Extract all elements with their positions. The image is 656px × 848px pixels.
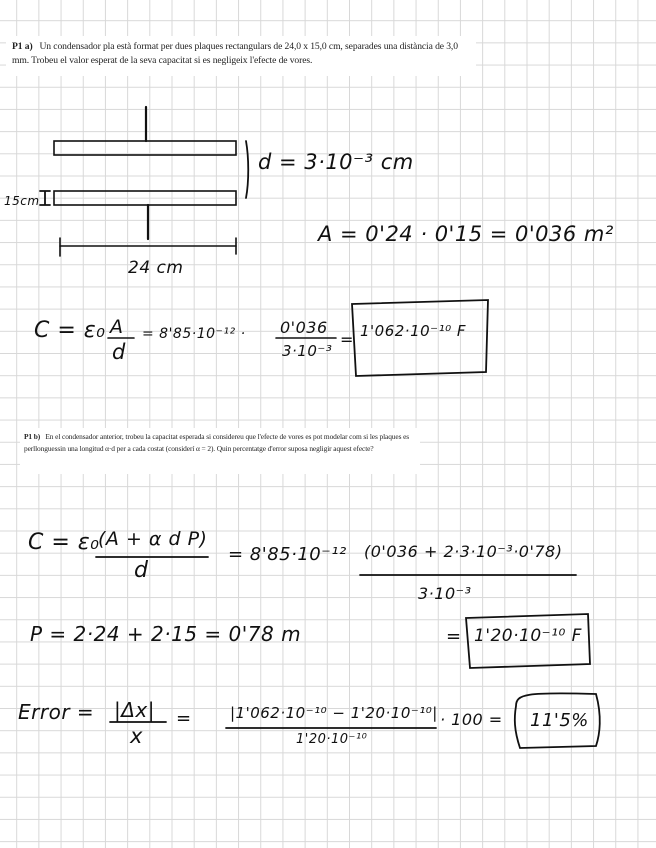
fraction-b-denominator: d — [134, 558, 149, 583]
capacitance-lhs-a: C = ε₀ — [34, 318, 106, 343]
perimeter-formula: P = 2·24 + 2·15 = 0'78 m — [30, 622, 302, 646]
error-fraction-denominator: x — [130, 724, 143, 748]
problem-1b-statement: En el condensador anterior, trobeu la capacitat esperada si considereu que l'efecte de vores es pot modelar com si les plaques es perllonguessin una longitud α·d per a cada costat (considerí α = 2). Quin percentatge d'error suposa negligir aquest efecte? — [24, 432, 410, 453]
error-fraction2-denominator: 1'20·10⁻¹⁰ — [296, 732, 368, 747]
result-a: 1'062·10⁻¹⁰ F — [360, 322, 466, 340]
problem-1b-label: P1 b) — [24, 432, 41, 441]
side-bracket — [40, 191, 50, 205]
capacitor-top-plate — [54, 141, 236, 155]
problem-1a-label: P1 a) — [12, 41, 33, 52]
error-result: 11'5% — [530, 710, 589, 731]
width-label: 24 cm — [128, 258, 184, 278]
capacitor-bottom-plate — [54, 191, 236, 205]
error-lhs: Error = — [18, 700, 95, 724]
equals-a: = — [340, 330, 354, 349]
error-fraction2-numerator: |1'062·10⁻¹⁰ − 1'20·10⁻¹⁰| — [230, 704, 438, 722]
fraction-b2-numerator: (0'036 + 2·3·10⁻³·0'78) — [364, 542, 563, 561]
capacitance-lhs-b: C = ε₀ — [28, 530, 100, 555]
separation-label: d = 3·10⁻³ cm — [258, 150, 414, 174]
constant-b: = 8'85·10⁻¹² — [228, 544, 347, 565]
error-fraction-numerator: |Δx| — [114, 698, 155, 722]
fraction-b2-denominator: 3·10⁻³ — [418, 584, 472, 603]
fraction-a2-numerator: 0'036 — [280, 318, 328, 337]
side-length-label: 15cm — [4, 194, 40, 208]
area-formula: A = 0'24 · 0'15 = 0'036 m² — [318, 222, 614, 246]
constant-a: = 8'85·10⁻¹² · — [142, 326, 246, 342]
equals-error: = — [176, 708, 192, 729]
fraction-b-numerator: (A + α d P) — [98, 528, 208, 550]
fraction-a-denominator: d — [112, 340, 126, 364]
result-b: 1'20·10⁻¹⁰ F — [474, 626, 582, 646]
equals-b: = — [446, 626, 462, 647]
separation-marker — [246, 141, 248, 198]
fraction-a2-denominator: 3·10⁻³ — [282, 342, 333, 360]
times-hundred: · 100 = — [440, 710, 503, 729]
fraction-a-numerator: A — [110, 316, 124, 338]
problem-1a-statement: Un condensador pla està format per dues plaques rectangulars de 24,0 x 15,0 cm, separades una distància de 3,0 mm. Trobeu el valor esperat de la seva capacitat si es negligeix l'efecte de vores. — [12, 41, 458, 66]
